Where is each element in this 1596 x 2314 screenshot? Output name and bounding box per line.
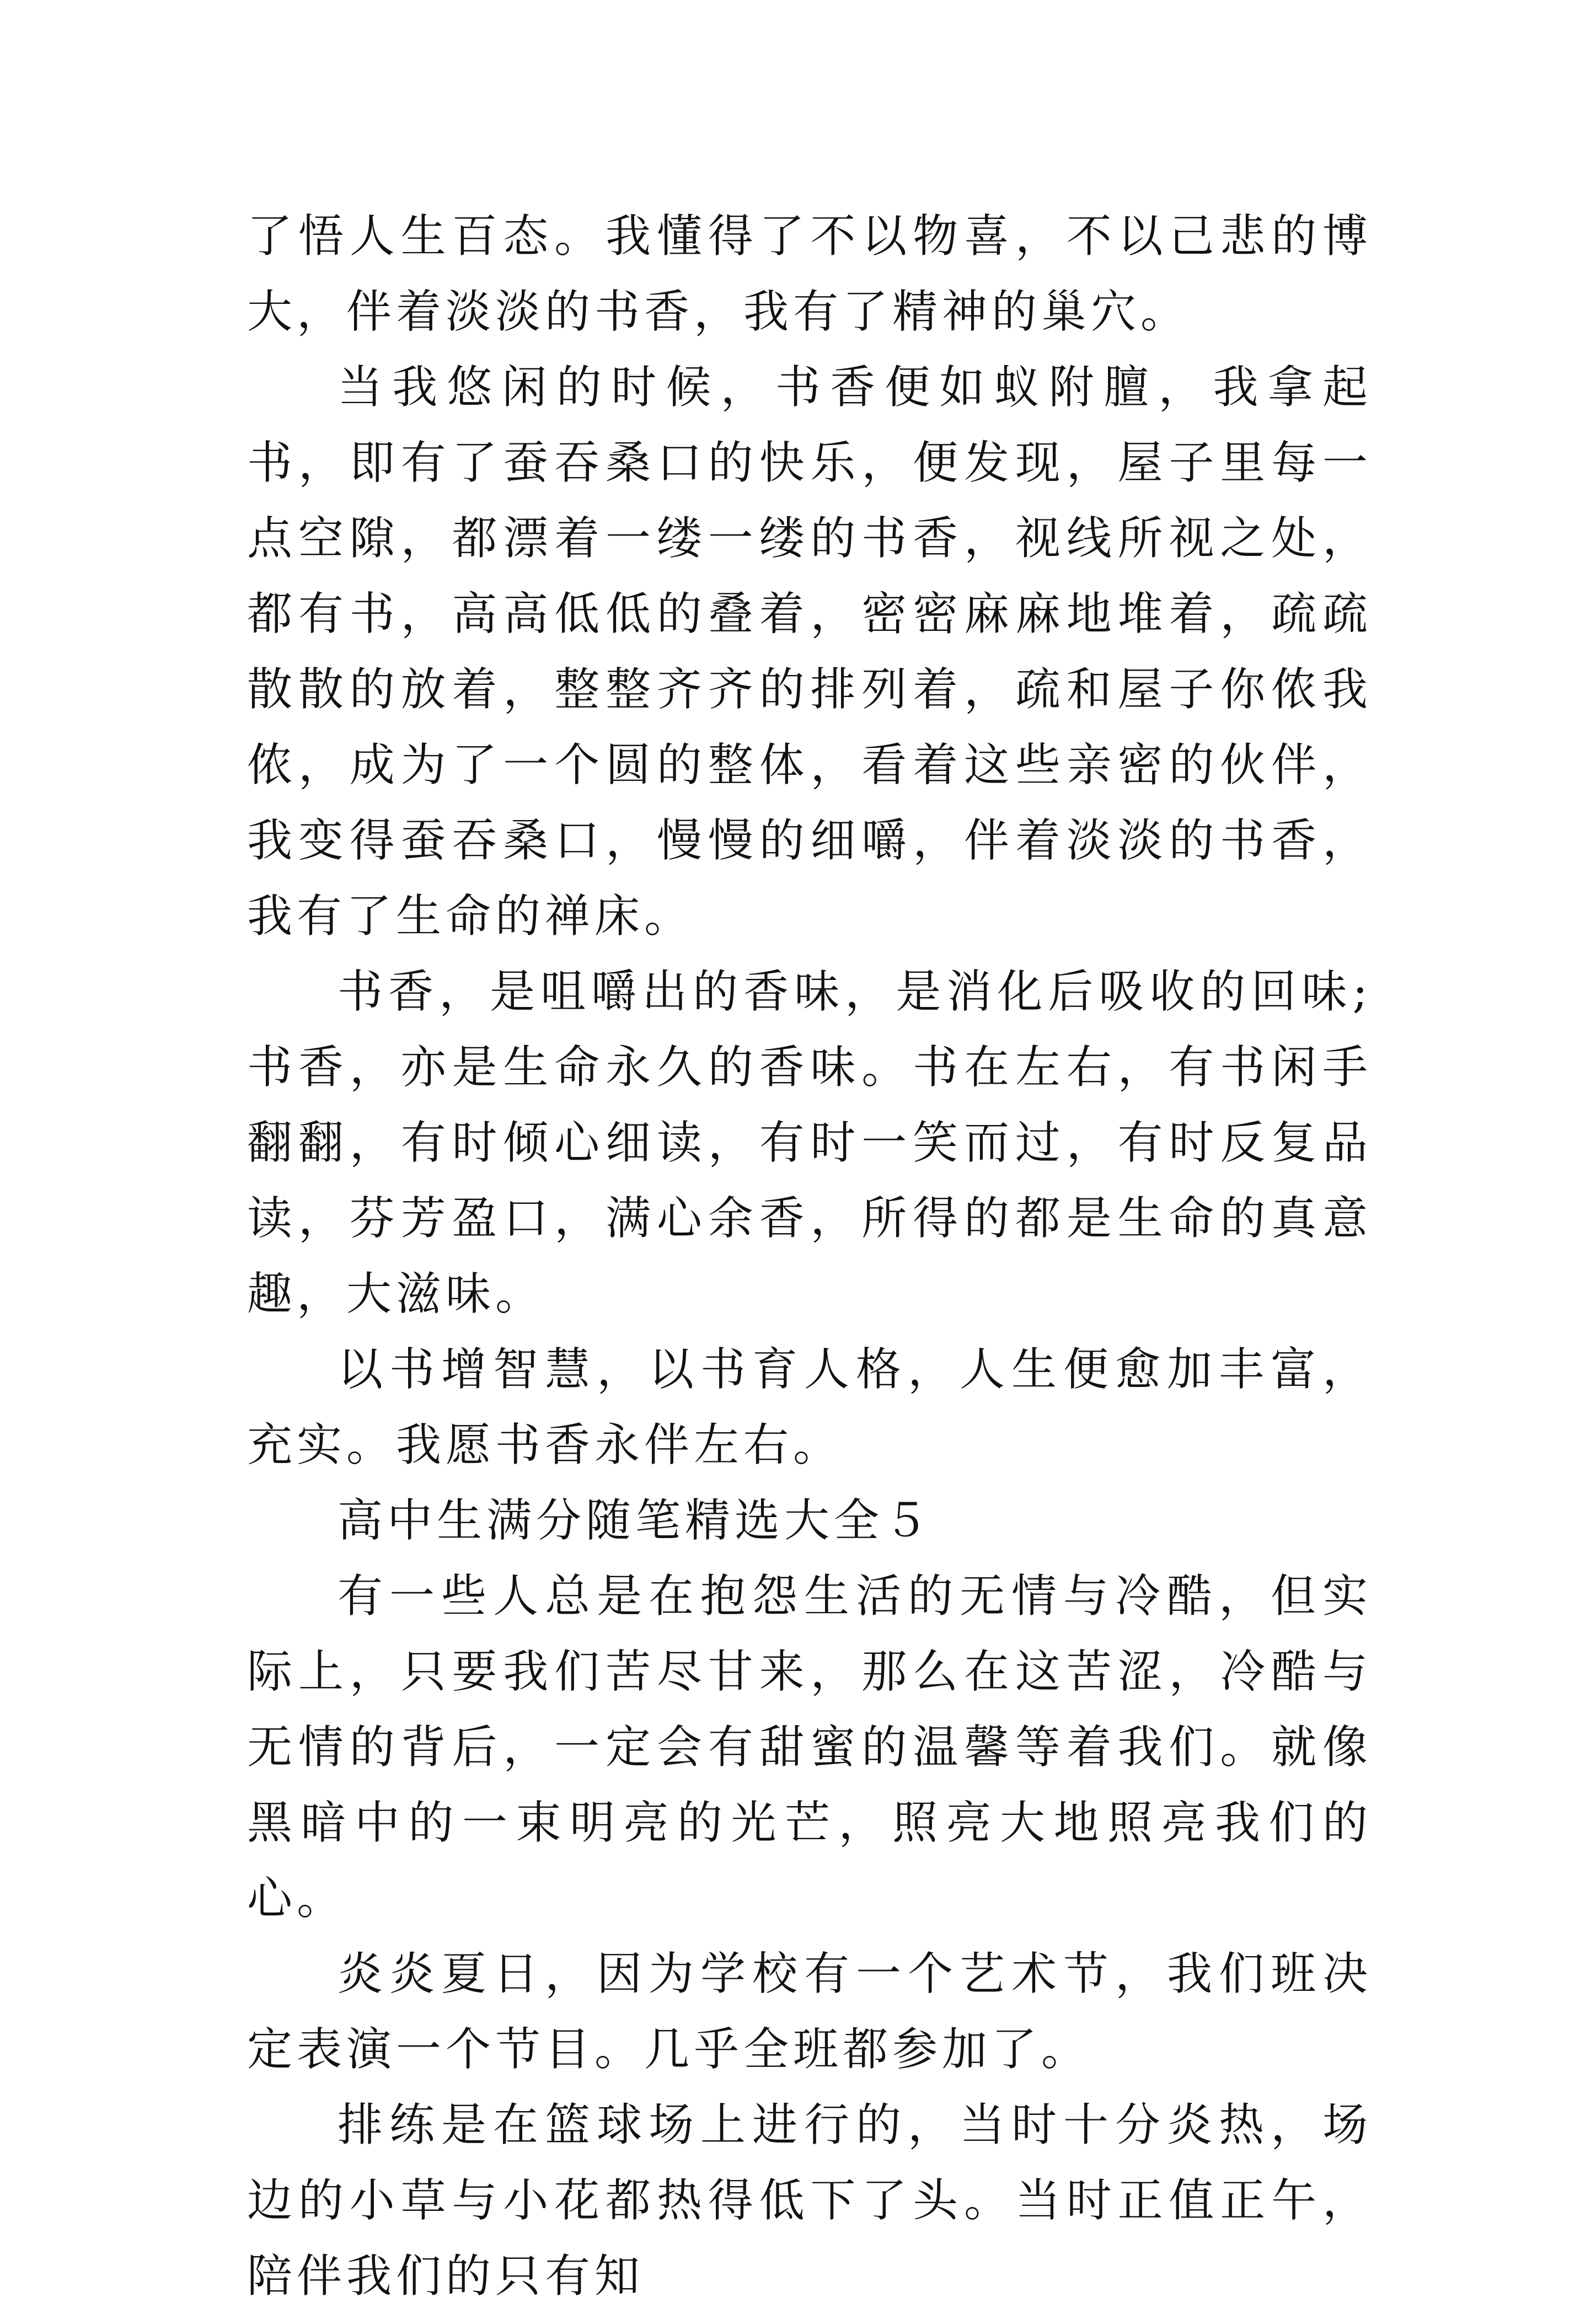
paragraph-5: 有一些人总是在抱怨生活的无情与冷酷，但实际上，只要我们苦尽甘来，那么在这苦涩，冷酷与无情的背后，一定会有甜蜜的温馨等着我们。就像黑暗中的一束明亮的光芒，照亮大地照亮我们的心。 [247, 1570, 1372, 1925]
paragraph-7: 排练是在篮球场上进行的，当时十分炎热，场边的小草与小花都热得低下了头。当时正值正午，陪伴我们的只有知 [247, 2099, 1372, 2302]
paragraph-2: 当我悠闲的时候，书香便如蚁附膻，我拿起书，即有了蚕吞桑口的快乐，便发现，屋子里每一点空隙，都漂着一缕一缕的书香，视线所视之处，都有书，高高低低的叠着，密密麻麻地堆着，疏疏散散的放着，整整齐齐的排列着，疏和屋子你侬我侬，成为了一个圆的整体，看着这些亲密的伙伴，我变得蚕吞桑口，慢慢的细嚼，伴着淡淡的书香，我有了生命的禅床。 [247, 361, 1372, 942]
paragraph-6: 炎炎夏日，因为学校有一个艺术节，我们班决定表演一个节目。几乎全班都参加了。 [247, 1948, 1372, 2076]
paragraph-3: 书香，是咀嚼出的香味，是消化后吸收的回味;书香，亦是生命永久的香味。书在左右，有书闲手翻翻，有时倾心细读，有时一笑而过，有时反复品读，芬芳盈口，满心余香，所得的都是生命的真意趣，大滋味。 [247, 966, 1372, 1320]
section-heading: 高中生满分随笔精选大全５ [338, 1495, 934, 1547]
paragraph-4: 以书增智慧，以书育人格，人生便愈加丰富，充实。我愿书香永伴左右。 [247, 1343, 1372, 1471]
paragraph-1: 了悟人生百态。我懂得了不以物喜，不以己悲的博大，伴着淡淡的书香，我有了精神的巢穴。 [247, 210, 1372, 338]
document-body [247, 199, 1372, 2314]
